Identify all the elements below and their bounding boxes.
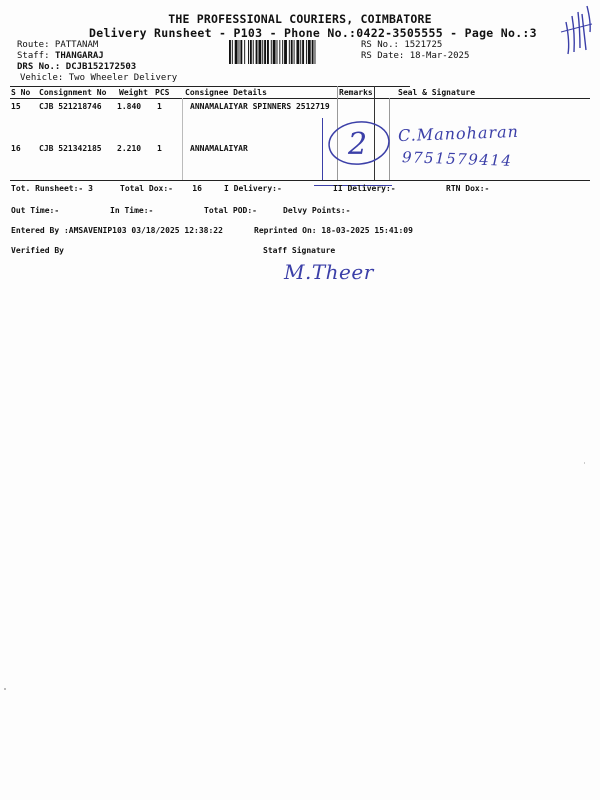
rs-date: RS Date: 18-Mar-2025 (361, 51, 470, 61)
staff-signature-label: Staff Signature (263, 246, 336, 255)
barcode-bar (232, 40, 233, 64)
total-dox-label: Total Dox:- (120, 184, 173, 193)
in-time: In Time:- (110, 206, 154, 215)
barcode-bar (258, 40, 261, 64)
col-consignment: Consignment No (39, 88, 107, 97)
verified-by: Verified By (11, 246, 64, 255)
barcode-bar (250, 40, 252, 64)
col-weight: Weight (119, 88, 148, 97)
total-pod: Total POD:- (204, 206, 257, 215)
drs-label: DRS No.: (17, 62, 61, 72)
barcode-bar (308, 40, 311, 64)
corner-scribble (556, 2, 596, 60)
barcode-bar (282, 40, 283, 64)
total-dox (120, 184, 202, 193)
barcode-bar (248, 40, 249, 64)
barcode-bar (306, 40, 307, 64)
out-time: Out Time:- (11, 206, 60, 215)
runsheet-subtitle: Delivery Runsheet - P103 - Phone No.:0422-3505555 - Page No.:3 (89, 26, 537, 40)
scan-speck (4, 688, 6, 690)
receiver-phone-handwriting: 9751579414 (401, 148, 513, 170)
tot-runsheet: Tot. Runsheet:- 3 (11, 184, 93, 193)
barcode-bar (244, 40, 245, 64)
scan-speck (584, 462, 585, 464)
entered-by: Entered By :AMSAVENIP103 03/18/2025 12:38:22 (11, 226, 223, 235)
column-divider (182, 98, 183, 180)
barcode-bar (277, 40, 278, 64)
row-15-consignee: ANNAMALAIYAR SPINNERS 2512719 (190, 102, 330, 111)
barcode-bar (239, 40, 240, 64)
row-15-pcs: 1 (157, 102, 162, 111)
barcode-bar (235, 40, 238, 64)
header-top-rule (10, 86, 410, 87)
vehicle-text: Vehicle: Two Wheeler Delivery (20, 73, 178, 83)
header-bottom-rule (10, 98, 590, 99)
barcode-bar (289, 40, 290, 64)
row-15-consignment: CJB 521218746 (39, 102, 102, 111)
staff-row (17, 51, 104, 61)
route-text: Route: PATTANAM (17, 40, 99, 50)
barcode (229, 40, 352, 64)
drs-value: DCJB152172503 (65, 62, 137, 72)
barcode-bar (294, 40, 295, 64)
staff-label: Staff: (17, 51, 50, 61)
staff-value: THANGARAJ (54, 51, 104, 61)
barcode-bar (253, 40, 254, 64)
col-seal-signature: Seal & Signature (398, 88, 476, 97)
barcode-bar (284, 40, 287, 64)
barcode-bar (312, 40, 314, 64)
delvy-points: Delvy Points:- (283, 206, 351, 215)
drs-row (17, 62, 136, 72)
row-16-consignee: ANNAMALAIYAR (190, 144, 248, 153)
barcode-bar (264, 40, 266, 64)
staff-signature-handwriting: M.Theer (284, 260, 374, 284)
col-consignee: Consignee Details (185, 88, 267, 97)
row-16-sno: 16 (11, 144, 21, 153)
barcode-bar (273, 40, 276, 64)
row-15-weight: 1.840 (117, 102, 142, 111)
pen-line (322, 118, 323, 180)
ii-delivery: II Delivery:- (333, 184, 396, 193)
barcode-bar (302, 40, 304, 64)
col-remarks: Remarks (339, 88, 373, 97)
company-title: THE PROFESSIONAL COURIERS, COIMBATORE (168, 12, 432, 26)
summary-top-rule (10, 180, 590, 181)
row-16-pcs: 1 (157, 144, 162, 153)
barcode-bar (296, 40, 299, 64)
rtn-dox: RTN Dox:- (446, 184, 490, 193)
reprinted-on: Reprinted On: 18-03-2025 15:41:09 (254, 226, 413, 235)
total-dox-value: 16 (192, 184, 202, 193)
circled-number: 2 (348, 127, 368, 162)
row-16-weight: 2.210 (117, 144, 142, 153)
row-16-consignment: CJB 521342185 (39, 144, 102, 153)
col-sno: S No (11, 88, 31, 97)
rs-no: RS No.: 1521725 (361, 40, 443, 50)
barcode-bar (262, 40, 263, 64)
barcode-bar (271, 40, 272, 64)
barcode-bar (279, 40, 280, 64)
barcode-bar (300, 40, 301, 64)
barcode-bar (256, 40, 258, 64)
i-delivery: I Delivery:- (224, 184, 282, 193)
barcode-bar (291, 40, 293, 64)
col-pcs: PCS (155, 88, 170, 97)
barcode-bar (267, 40, 269, 64)
circled-number-handwriting (326, 118, 392, 168)
barcode-bar (315, 40, 316, 64)
row-15-sno: 15 (11, 102, 21, 111)
receiver-name-handwriting: C.Manoharan (397, 121, 520, 146)
barcode-bar (240, 40, 242, 64)
barcode-bar (229, 40, 231, 64)
